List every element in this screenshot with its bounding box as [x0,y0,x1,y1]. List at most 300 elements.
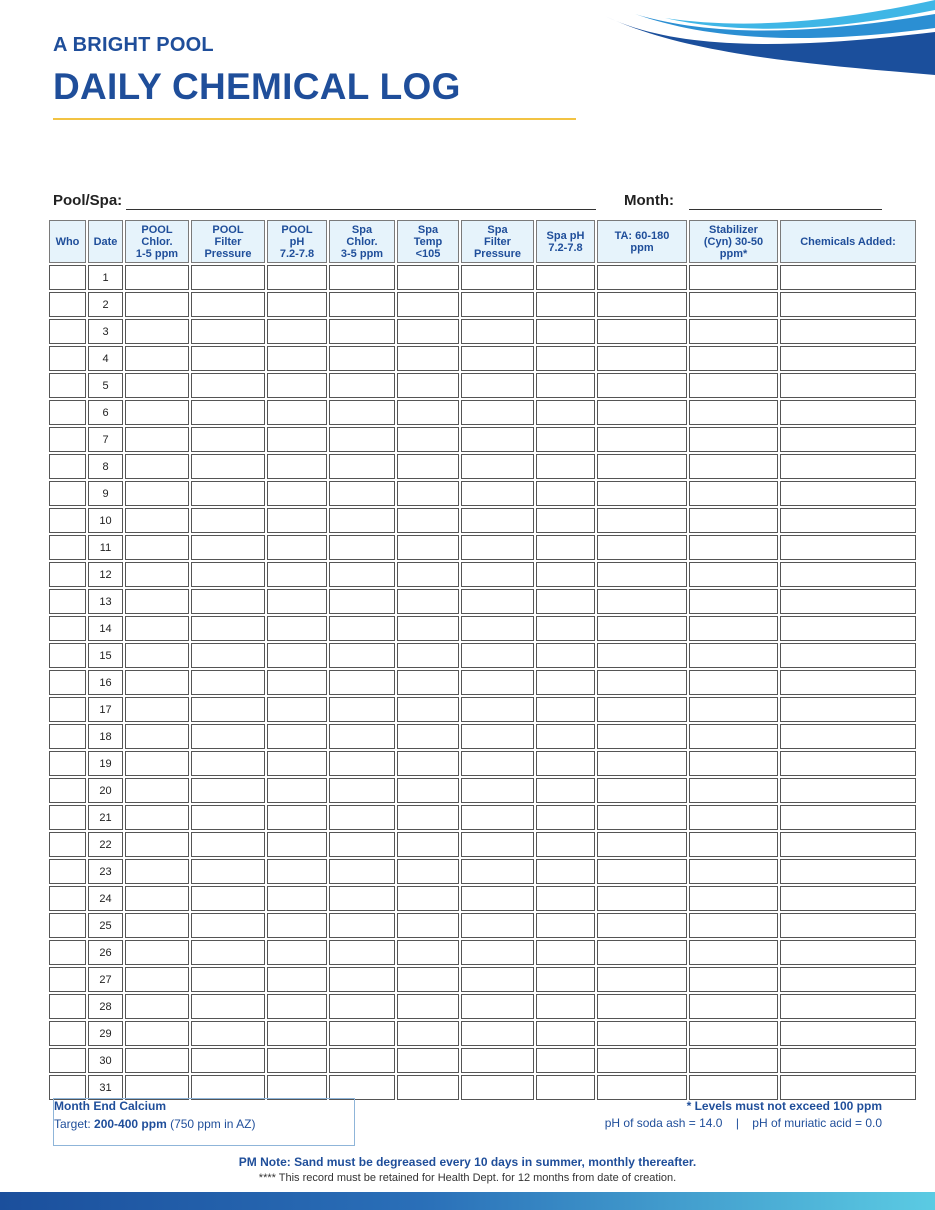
entry-cell[interactable] [780,967,916,992]
entry-cell[interactable] [689,562,778,587]
entry-cell[interactable] [397,535,459,560]
entry-cell[interactable] [267,778,327,803]
entry-cell[interactable] [191,589,265,614]
entry-cell[interactable] [49,994,86,1019]
entry-cell[interactable] [49,508,86,533]
entry-cell[interactable] [461,697,534,722]
entry-cell[interactable] [397,697,459,722]
entry-cell[interactable] [597,535,687,560]
entry-cell[interactable] [597,886,687,911]
entry-cell[interactable] [267,508,327,533]
entry-cell[interactable] [191,724,265,749]
entry-cell[interactable] [329,427,395,452]
entry-cell[interactable] [536,508,595,533]
entry-cell[interactable] [780,373,916,398]
entry-cell[interactable] [689,319,778,344]
entry-cell[interactable] [49,454,86,479]
entry-cell[interactable] [125,400,189,425]
entry-cell[interactable] [125,346,189,371]
entry-cell[interactable] [49,886,86,911]
entry-cell[interactable] [780,886,916,911]
entry-cell[interactable] [329,1075,395,1100]
entry-cell[interactable] [49,670,86,695]
entry-cell[interactable] [329,319,395,344]
entry-cell[interactable] [461,886,534,911]
entry-cell[interactable] [397,1021,459,1046]
entry-cell[interactable] [536,751,595,776]
entry-cell[interactable] [536,643,595,668]
entry-cell[interactable] [597,967,687,992]
entry-cell[interactable] [267,724,327,749]
entry-cell[interactable] [191,994,265,1019]
entry-cell[interactable] [267,1048,327,1073]
entry-cell[interactable] [267,454,327,479]
entry-cell[interactable] [49,1021,86,1046]
entry-cell[interactable] [329,913,395,938]
entry-cell[interactable] [125,913,189,938]
entry-cell[interactable] [536,373,595,398]
entry-cell[interactable] [49,427,86,452]
entry-cell[interactable] [329,562,395,587]
entry-cell[interactable] [461,1048,534,1073]
entry-cell[interactable] [461,535,534,560]
entry-cell[interactable] [689,616,778,641]
entry-cell[interactable] [597,859,687,884]
entry-cell[interactable] [49,373,86,398]
entry-cell[interactable] [125,967,189,992]
entry-cell[interactable] [536,562,595,587]
entry-cell[interactable] [689,508,778,533]
entry-cell[interactable] [191,427,265,452]
entry-cell[interactable] [461,319,534,344]
entry-cell[interactable] [125,670,189,695]
entry-cell[interactable] [780,319,916,344]
entry-cell[interactable] [397,643,459,668]
entry-cell[interactable] [125,778,189,803]
entry-cell[interactable] [780,508,916,533]
entry-cell[interactable] [597,454,687,479]
entry-cell[interactable] [49,1048,86,1073]
entry-cell[interactable] [125,994,189,1019]
entry-cell[interactable] [125,319,189,344]
entry-cell[interactable] [461,454,534,479]
entry-cell[interactable] [267,589,327,614]
entry-cell[interactable] [49,724,86,749]
entry-cell[interactable] [597,481,687,506]
entry-cell[interactable] [461,400,534,425]
entry-cell[interactable] [125,724,189,749]
entry-cell[interactable] [397,967,459,992]
entry-cell[interactable] [397,400,459,425]
entry-cell[interactable] [597,1048,687,1073]
entry-cell[interactable] [191,697,265,722]
entry-cell[interactable] [536,832,595,857]
entry-cell[interactable] [689,454,778,479]
entry-cell[interactable] [689,265,778,290]
entry-cell[interactable] [597,832,687,857]
entry-cell[interactable] [267,292,327,317]
entry-cell[interactable] [597,373,687,398]
entry-cell[interactable] [461,967,534,992]
entry-cell[interactable] [125,940,189,965]
entry-cell[interactable] [267,994,327,1019]
entry-cell[interactable] [49,859,86,884]
entry-cell[interactable] [597,616,687,641]
entry-cell[interactable] [125,427,189,452]
entry-cell[interactable] [780,778,916,803]
entry-cell[interactable] [780,697,916,722]
entry-cell[interactable] [267,886,327,911]
entry-cell[interactable] [461,832,534,857]
entry-cell[interactable] [191,508,265,533]
entry-cell[interactable] [191,751,265,776]
entry-cell[interactable] [397,913,459,938]
entry-cell[interactable] [191,292,265,317]
entry-cell[interactable] [597,346,687,371]
entry-cell[interactable] [125,1075,189,1100]
entry-cell[interactable] [536,454,595,479]
entry-cell[interactable] [191,967,265,992]
entry-cell[interactable] [597,994,687,1019]
entry-cell[interactable] [49,697,86,722]
entry-cell[interactable] [267,670,327,695]
entry-cell[interactable] [689,670,778,695]
entry-cell[interactable] [329,616,395,641]
entry-cell[interactable] [397,265,459,290]
entry-cell[interactable] [191,859,265,884]
entry-cell[interactable] [49,751,86,776]
entry-cell[interactable] [267,1021,327,1046]
entry-cell[interactable] [461,724,534,749]
entry-cell[interactable] [461,562,534,587]
entry-cell[interactable] [49,805,86,830]
entry-cell[interactable] [125,535,189,560]
entry-cell[interactable] [125,265,189,290]
entry-cell[interactable] [267,643,327,668]
entry-cell[interactable] [780,670,916,695]
entry-cell[interactable] [689,643,778,668]
entry-cell[interactable] [267,373,327,398]
entry-cell[interactable] [397,454,459,479]
entry-cell[interactable] [689,697,778,722]
entry-cell[interactable] [689,346,778,371]
entry-cell[interactable] [536,994,595,1019]
entry-cell[interactable] [780,994,916,1019]
entry-cell[interactable] [329,940,395,965]
entry-cell[interactable] [125,805,189,830]
entry-cell[interactable] [191,832,265,857]
entry-cell[interactable] [267,346,327,371]
entry-cell[interactable] [267,940,327,965]
entry-cell[interactable] [461,778,534,803]
entry-cell[interactable] [536,481,595,506]
entry-cell[interactable] [329,751,395,776]
entry-cell[interactable] [329,373,395,398]
entry-cell[interactable] [536,265,595,290]
entry-cell[interactable] [397,346,459,371]
entry-cell[interactable] [267,400,327,425]
entry-cell[interactable] [461,643,534,668]
entry-cell[interactable] [125,292,189,317]
entry-cell[interactable] [780,265,916,290]
entry-cell[interactable] [689,967,778,992]
entry-cell[interactable] [689,373,778,398]
entry-cell[interactable] [267,859,327,884]
entry-cell[interactable] [597,940,687,965]
entry-cell[interactable] [689,994,778,1019]
entry-cell[interactable] [125,697,189,722]
entry-cell[interactable] [191,454,265,479]
entry-cell[interactable] [780,454,916,479]
entry-cell[interactable] [780,751,916,776]
entry-cell[interactable] [597,562,687,587]
entry-cell[interactable] [49,616,86,641]
entry-cell[interactable] [397,751,459,776]
entry-cell[interactable] [597,292,687,317]
entry-cell[interactable] [49,832,86,857]
entry-cell[interactable] [597,697,687,722]
entry-cell[interactable] [536,1075,595,1100]
entry-cell[interactable] [267,805,327,830]
entry-cell[interactable] [597,1021,687,1046]
entry-cell[interactable] [780,616,916,641]
entry-cell[interactable] [461,373,534,398]
entry-cell[interactable] [780,1021,916,1046]
entry-cell[interactable] [689,292,778,317]
entry-cell[interactable] [461,265,534,290]
entry-cell[interactable] [329,805,395,830]
entry-cell[interactable] [267,913,327,938]
entry-cell[interactable] [597,1075,687,1100]
entry-cell[interactable] [780,805,916,830]
entry-cell[interactable] [780,1075,916,1100]
entry-cell[interactable] [780,859,916,884]
entry-cell[interactable] [397,940,459,965]
entry-cell[interactable] [125,454,189,479]
entry-cell[interactable] [689,724,778,749]
entry-cell[interactable] [397,589,459,614]
entry-cell[interactable] [49,265,86,290]
entry-cell[interactable] [461,481,534,506]
entry-cell[interactable] [191,643,265,668]
entry-cell[interactable] [191,562,265,587]
entry-cell[interactable] [329,994,395,1019]
entry-cell[interactable] [267,265,327,290]
entry-cell[interactable] [780,724,916,749]
entry-cell[interactable] [329,967,395,992]
entry-cell[interactable] [536,697,595,722]
entry-cell[interactable] [536,346,595,371]
entry-cell[interactable] [397,616,459,641]
entry-cell[interactable] [689,859,778,884]
entry-cell[interactable] [125,859,189,884]
entry-cell[interactable] [397,724,459,749]
entry-cell[interactable] [329,832,395,857]
entry-cell[interactable] [597,589,687,614]
entry-cell[interactable] [461,913,534,938]
entry-cell[interactable] [267,481,327,506]
entry-cell[interactable] [329,535,395,560]
entry-cell[interactable] [536,913,595,938]
entry-cell[interactable] [329,481,395,506]
entry-cell[interactable] [191,535,265,560]
entry-cell[interactable] [780,562,916,587]
entry-cell[interactable] [49,481,86,506]
entry-cell[interactable] [125,481,189,506]
entry-cell[interactable] [49,346,86,371]
entry-cell[interactable] [461,1021,534,1046]
entry-cell[interactable] [191,265,265,290]
entry-cell[interactable] [461,751,534,776]
entry-cell[interactable] [191,319,265,344]
entry-cell[interactable] [267,967,327,992]
entry-cell[interactable] [125,589,189,614]
entry-cell[interactable] [780,940,916,965]
entry-cell[interactable] [461,508,534,533]
entry-cell[interactable] [191,1021,265,1046]
entry-cell[interactable] [125,751,189,776]
entry-cell[interactable] [689,778,778,803]
entry-cell[interactable] [329,508,395,533]
entry-cell[interactable] [397,427,459,452]
entry-cell[interactable] [689,481,778,506]
entry-cell[interactable] [536,859,595,884]
entry-cell[interactable] [267,1075,327,1100]
entry-cell[interactable] [461,859,534,884]
entry-cell[interactable] [536,778,595,803]
entry-cell[interactable] [49,967,86,992]
entry-cell[interactable] [597,265,687,290]
entry-cell[interactable] [397,1048,459,1073]
entry-cell[interactable] [397,859,459,884]
entry-cell[interactable] [536,400,595,425]
entry-cell[interactable] [689,805,778,830]
entry-cell[interactable] [536,940,595,965]
entry-cell[interactable] [461,589,534,614]
entry-cell[interactable] [536,535,595,560]
entry-cell[interactable] [267,562,327,587]
entry-cell[interactable] [536,319,595,344]
entry-cell[interactable] [329,724,395,749]
entry-cell[interactable] [397,1075,459,1100]
entry-cell[interactable] [191,616,265,641]
entry-cell[interactable] [597,913,687,938]
entry-cell[interactable] [329,454,395,479]
entry-cell[interactable] [397,562,459,587]
entry-cell[interactable] [329,697,395,722]
entry-cell[interactable] [780,643,916,668]
entry-cell[interactable] [329,778,395,803]
entry-cell[interactable] [780,400,916,425]
entry-cell[interactable] [597,508,687,533]
entry-cell[interactable] [597,724,687,749]
entry-cell[interactable] [597,319,687,344]
entry-cell[interactable] [780,832,916,857]
entry-cell[interactable] [397,994,459,1019]
month-field[interactable] [689,209,882,210]
entry-cell[interactable] [329,346,395,371]
entry-cell[interactable] [536,1021,595,1046]
entry-cell[interactable] [191,778,265,803]
entry-cell[interactable] [461,994,534,1019]
entry-cell[interactable] [49,292,86,317]
entry-cell[interactable] [267,751,327,776]
entry-cell[interactable] [329,886,395,911]
pool-spa-field[interactable] [126,209,596,210]
entry-cell[interactable] [49,778,86,803]
entry-cell[interactable] [536,427,595,452]
entry-cell[interactable] [267,319,327,344]
entry-cell[interactable] [125,616,189,641]
entry-cell[interactable] [397,832,459,857]
entry-cell[interactable] [461,292,534,317]
entry-cell[interactable] [461,670,534,695]
entry-cell[interactable] [597,427,687,452]
entry-cell[interactable] [329,589,395,614]
entry-cell[interactable] [267,535,327,560]
entry-cell[interactable] [125,373,189,398]
entry-cell[interactable] [267,427,327,452]
entry-cell[interactable] [125,508,189,533]
entry-cell[interactable] [597,670,687,695]
entry-cell[interactable] [536,616,595,641]
entry-cell[interactable] [536,1048,595,1073]
entry-cell[interactable] [329,670,395,695]
entry-cell[interactable] [49,589,86,614]
entry-cell[interactable] [536,292,595,317]
entry-cell[interactable] [536,724,595,749]
entry-cell[interactable] [191,373,265,398]
entry-cell[interactable] [397,292,459,317]
entry-cell[interactable] [536,967,595,992]
entry-cell[interactable] [49,643,86,668]
entry-cell[interactable] [125,1048,189,1073]
entry-cell[interactable] [461,427,534,452]
entry-cell[interactable] [780,292,916,317]
entry-cell[interactable] [397,670,459,695]
entry-cell[interactable] [597,400,687,425]
entry-cell[interactable] [461,805,534,830]
entry-cell[interactable] [597,643,687,668]
entry-cell[interactable] [49,1075,86,1100]
entry-cell[interactable] [49,535,86,560]
entry-cell[interactable] [461,940,534,965]
entry-cell[interactable] [689,535,778,560]
entry-cell[interactable] [191,805,265,830]
entry-cell[interactable] [125,886,189,911]
entry-cell[interactable] [125,1021,189,1046]
entry-cell[interactable] [125,643,189,668]
entry-cell[interactable] [397,778,459,803]
entry-cell[interactable] [689,589,778,614]
entry-cell[interactable] [780,589,916,614]
entry-cell[interactable] [125,832,189,857]
entry-cell[interactable] [191,1075,265,1100]
entry-cell[interactable] [191,481,265,506]
entry-cell[interactable] [780,427,916,452]
entry-cell[interactable] [689,427,778,452]
entry-cell[interactable] [780,1048,916,1073]
entry-cell[interactable] [397,508,459,533]
entry-cell[interactable] [689,1048,778,1073]
entry-cell[interactable] [780,346,916,371]
entry-cell[interactable] [689,886,778,911]
entry-cell[interactable] [329,1048,395,1073]
entry-cell[interactable] [597,751,687,776]
entry-cell[interactable] [689,1021,778,1046]
entry-cell[interactable] [329,643,395,668]
entry-cell[interactable] [689,400,778,425]
